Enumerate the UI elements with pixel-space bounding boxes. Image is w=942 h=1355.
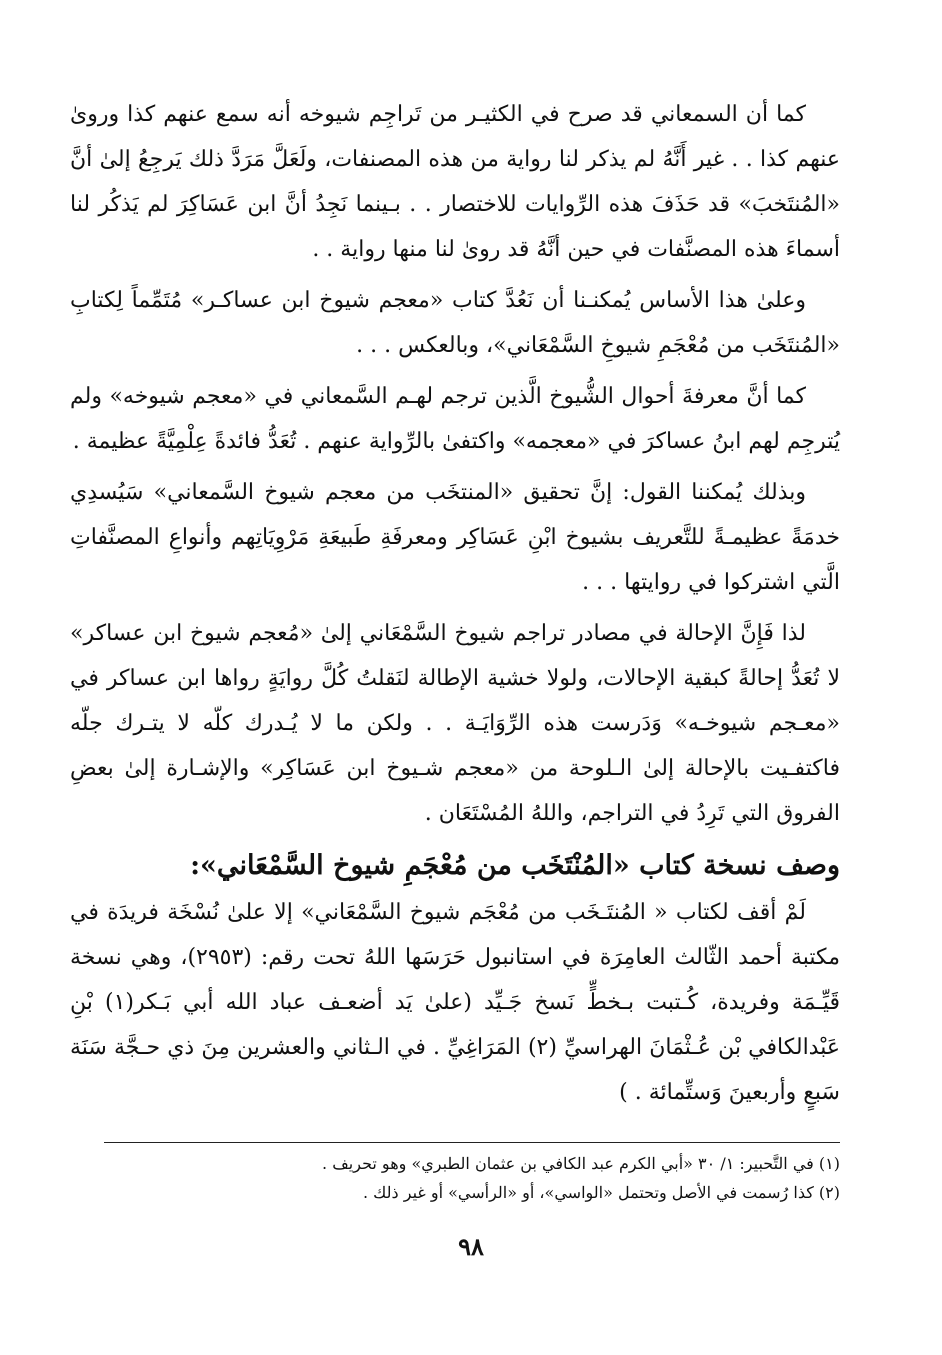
- paragraph-importance-of-edition: وبذلك يُمكننا القول: إنَّ تحقيق «المنتخَب من معجم شيوخ السَّمعاني» سَيُسدِي خدمَةً عظيمـةً للتَّعريف بشيوخ ابْنِ عَسَاكِر ومعرفَةِ طَبيعَةِ مَرْوِيَاتِهم وأنواعِ المصنَّفاتِ الَّتي اشتركوا في روايتها . . .: [70, 480, 840, 595]
- paragraph-complementary-books: وعلىٰ هذا الأساس يُمكنـنا أن نَعُدَّ كتاب «معجم شيوخ ابن عساكـر» مُتَمِّماً لِكتابِ «المُنتَخَب من مُعْجَمِ شيوخِ السَّمْعَاني»، وبالعكس . . .: [70, 288, 840, 358]
- main-text: [70, 92, 840, 1121]
- paragraph-samani-reports: كما أن السمعاني قد صرح في الكثيـر من تَراجِم شيوخه أنه سمع عنهم كذا وروىٰ عنهم كذا . . غير أَنَّهُ لم يذكر لنا رواية من هذه المصنفات، ولَعَلَّ مَرَدَّ ذلك يَرجِعُ إلىٰ أنَّ «المُنتَخبَ» قد حَذَفَ هذه الرِّوايات للاختصار . . بـينما نَجِدُ أنَّ ابن عَسَاكِرَ لم يَذكُر لنا أسماءَ هذه المصنَّفات في حين أنَّهُ قد روىٰ لنا منها رواية . .: [70, 102, 840, 262]
- page-number: ٩٨: [458, 1232, 484, 1261]
- paragraph-referral-method: لذا فَإِنَّ الإحالة في مصادر تراجم شيوخ السَّمْعَاني إلىٰ «مُعجم شيوخ ابن عساكر» لا تُعَدُّ إحالةً كبقية الإحالات، ولولا خشية الإطالة لنَقلتُ كُلَّ روايَةٍ رواها ابن عساكر في «معـجم شيوخـه» وَدَرست هذه الرِّوَايَـة . . ولكن ما لا يُـدرك كلّه لا يتـرك جلّه فاكتفـيت بالإحالة إلىٰ الـلوحة من «معجم شـيوخ ابن عَسَاكِر» والإشـارة إلىٰ بعضِ الفروق التي تَرِدُ في التراجم، واللهُ المُسْتَعَان .: [70, 621, 840, 826]
- footnote-2: (٢) كذا رُسمت في الأصل وتحتمل «الواسي»، أو «الرأسي» أو غير ذلك .: [363, 1183, 840, 1202]
- footnote-1: (١) في التَّحبير: ١/ ٣٠ «أبي الكرم عبد الكافي بن عثمان الطبري» وهو تحريف .: [322, 1154, 840, 1173]
- paragraph-knowledge-of-shaykhs: كما أنَّ معرفةَ أحوال الشُّيوخ الَّذين ترجم لهـم السَّمعاني في «معجم شيوخه» ولم يُترجِم لهم ابنُ عساكرَ في «معجمه» واكتفىٰ بالرِّواية عنهم . تُعَدُّ فائدةً عِلْمِيَّةً عظيمة .: [70, 384, 840, 454]
- section-heading: وصف نسخة كتاب «المُنْتَخَب من مُعْجَمِ شيوخ السَّمْعَاني»:: [190, 850, 840, 881]
- footnote-divider: [104, 1142, 840, 1143]
- footnotes: [70, 1149, 840, 1207]
- paragraph-manuscript-description: لَمْ أقف لكتاب « المُنتَـخَب من مُعْجَم شيوخ السَّمْعَاني» إلا علىٰ نُسْخَة فريدَة في مكتبة أحمد الثّالث العامِرَة في استانبول حَرَسَها اللهُ تحت رقم: (٢٩٥٣)، وهي نسخة قَيِّـمَة وفريدة، كُـتبت بـخطٍّ نَسخ جَـيِّد (علىٰ يَد أضعـف عباد الله أبي بَـكر(١) بْنِ عَبْدالكافي بْن عُـثْمَانَ الهراسيِّ (٢) المَرَاغِيِّ . في الـثاني والعشرين مِنَ ذي حـجَّة سَنَة سَبعٍ وأربعينَ وَستِّمائة . ): [70, 900, 840, 1105]
